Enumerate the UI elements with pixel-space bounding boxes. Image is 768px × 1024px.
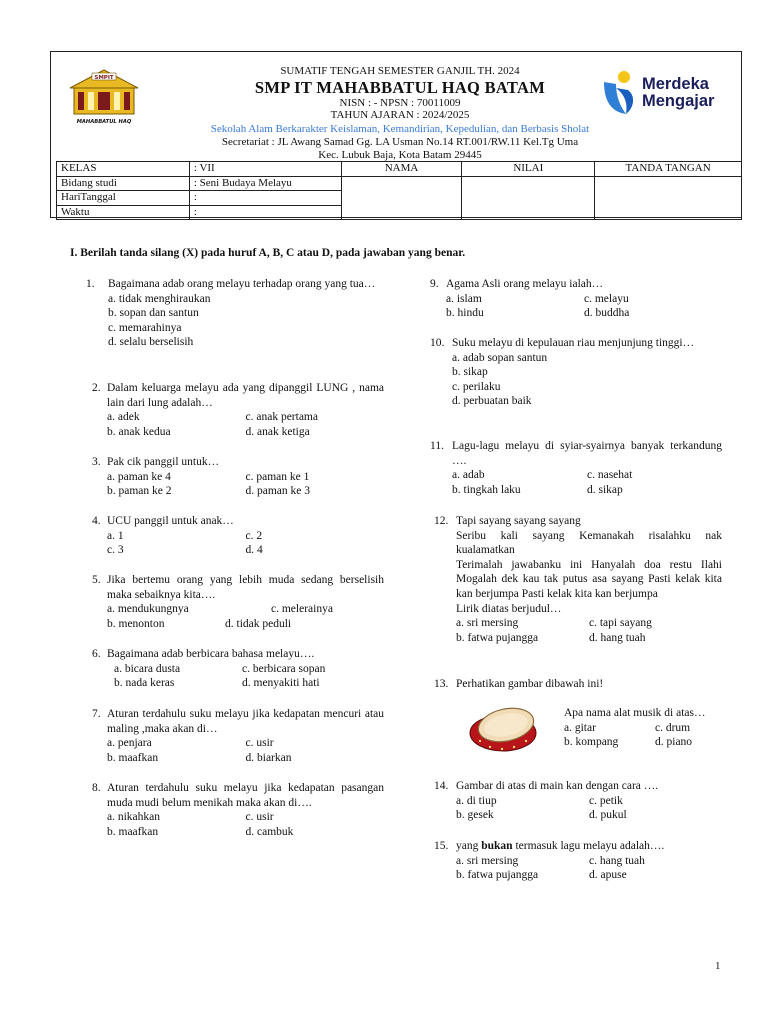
question-14 [434,779,722,823]
question-stem: Aturan terdahulu suku melayu jika kedapatan mencuri atau maling ,maka akan di… [107,708,384,735]
question-number: 9. [430,278,439,290]
question-2 [92,381,384,439]
lyric-part-2: Terimalah jawabanku ini Hanyalah doa restu Ilahi Mogalah dek kau tak putus asa sayang Pasti kelak kita kan berjumpa Pasti kelak kita kan berjumpa [456,558,722,600]
option-c[interactable]: c. melerainya [271,603,333,616]
question-stem: Bagaimana adab orang melayu terhadap orang yang tua… [108,278,376,290]
question-stem: Agama Asli orang melayu ialah… [446,278,604,290]
question-stem: Tapi sayang sayang sayang [456,515,581,527]
exam-title: SUMATIF TENGAH SEMESTER GANJIL TH. 2024 [280,65,520,77]
section-instruction: I. Berilah tanda silang (X) pada huruf A, B, C atau D, pada jawaban yang benar. [70,247,466,259]
option-c[interactable]: c. berbicara sopan [242,662,326,675]
option-d[interactable]: d. buddha [584,307,630,320]
merdeka-text-1: Merdeka [642,75,709,93]
option-c[interactable]: c. anak pertama [245,411,318,424]
option-b[interactable]: b. tingkah laku [452,483,521,496]
option-d[interactable]: d. perbuatan baik [452,395,532,408]
question-11 [430,439,722,497]
option-a[interactable]: a. di tiup [456,794,497,807]
question-number: 7. [92,708,101,720]
option-c[interactable]: c. usir [245,737,274,750]
option-b[interactable]: b. sikap [452,366,488,379]
question-12 [434,514,722,645]
option-d[interactable]: d. anak ketiga [245,425,310,438]
question-stem: Gambar di atas di main kan dengan cara …. [456,780,659,792]
question-4 [92,514,384,558]
option-b[interactable]: c. 3 [107,544,124,557]
question-10 [430,336,722,409]
merdeka-logo-icon [598,68,638,120]
option-b[interactable]: b. paman ke 2 [107,485,172,498]
option-d[interactable]: d. selalu berselisih [108,336,194,349]
option-d[interactable]: d. menyakiti hati [242,677,320,690]
option-c[interactable]: c. nasehat [587,469,633,482]
question-number: 10. [430,337,445,349]
lyric-part-1: Seribu kali sayang Kemanakah risalahku nak kualamatkan [456,529,722,557]
nama-field[interactable] [341,176,462,220]
question-13 [434,677,722,692]
option-c[interactable]: c. hang tuah [589,854,645,867]
waktu-label: Waktu [57,205,190,220]
option-b[interactable]: b. maafkan [107,825,159,838]
option-b[interactable]: b. sopan dan santun [108,307,199,320]
option-c[interactable]: c. memarahinya [108,321,182,334]
option-b[interactable]: b. nada keras [114,677,175,690]
question-stem: UCU panggil untuk anak… [107,515,234,527]
question-number: 12. [434,515,449,527]
option-c[interactable]: c. tapi sayang [589,617,652,630]
option-c[interactable]: c. perilaku [452,380,501,393]
question-number: 1. [86,278,95,290]
question-stem: Aturan terdahulu suku melayu jika kedapatan pasangan muda mudi belum menikah maka akan di…. [107,782,384,809]
option-b[interactable]: b. hindu [446,307,484,320]
question-stem-pre: yang [456,840,482,852]
question-number: 4. [92,515,101,527]
question-number: 13. [434,678,449,690]
nilai-field[interactable] [462,176,595,220]
nisn-line: NISN : - NPSN : 70011009 [339,97,461,109]
question-prompt: Apa nama alat musik di atas… [564,707,706,719]
question-stem-bold: bukan [481,840,513,852]
option-a[interactable]: a. mendukungnya [107,603,189,616]
address-line-1: Secretariat : JL Awang Samad Gg. LA Usman No.14 RT.001/RW.11 Kel.Tg Uma [221,136,579,148]
hari-label: HariTanggal [57,191,190,206]
option-c[interactable]: c. 2 [245,529,263,542]
question-number: 14. [434,780,449,792]
nilai-header: NILAI [462,162,595,177]
question-stem: Suku melayu di kepulauan riau menjunjung tinggi… [452,337,695,349]
option-a[interactable]: a. adek [107,411,140,424]
option-a[interactable]: a. paman ke 4 [107,470,171,483]
question-15 [434,839,722,883]
kelas-label: KELAS [57,162,190,177]
school-name: SMP IT MAHABBATUL HAQ BATAM [254,78,546,97]
merdeka-text-2: Mengajar [642,92,715,110]
option-a[interactable]: a. 1 [107,529,124,542]
question-number: 11. [430,440,444,452]
option-d[interactable]: d. biarkan [245,751,292,764]
question-stem: Jika bertemu orang yang lebih muda sedang berselisih maka sebaiknya kita…. [107,574,384,601]
option-a[interactable]: a. adab sopan santun [452,351,548,364]
school-logo [64,68,144,126]
option-d[interactable]: d. pukul [589,809,627,822]
nama-header: NAMA [341,162,462,177]
option-a[interactable]: a. adab [452,469,485,482]
option-d[interactable]: d. tidak peduli [225,617,292,630]
kelas-value: : VII [189,162,341,177]
question-number: 5. [92,574,101,586]
option-a[interactable]: a. penjara [107,737,152,750]
question-number: 6. [92,648,101,660]
option-b[interactable]: b. fatwa pujangga [456,631,539,644]
option-d[interactable]: d. cambuk [245,825,294,838]
option-a[interactable]: a. islam [446,292,482,305]
question-7 [92,707,384,765]
question-stem: Perhatikan gambar dibawah ini! [456,678,604,690]
question-stem: Pak cik panggil untuk… [107,456,220,468]
question-9 [430,277,722,321]
option-a[interactable]: a. gitar [564,721,596,734]
student-info-table [56,161,742,220]
option-a[interactable]: a. bicara dusta [114,662,181,675]
option-a[interactable]: a. tidak menghiraukan [108,292,211,305]
page-number: 1 [715,960,721,972]
question-stem: Lagu-lagu melayu di syiar-syairnya banyak terkandung …. [452,440,722,467]
option-d[interactable]: d. apuse [589,869,627,882]
question-number: 3. [92,456,101,468]
question-5 [92,573,384,631]
option-c[interactable]: c. drum [655,721,691,734]
bidang-value: : Seni Budaya Melayu [189,176,341,191]
hari-value: : [189,191,341,206]
svg-text:MAHABBATUL HAQ: MAHABBATUL HAQ [76,119,132,125]
question-8 [92,781,384,839]
option-b[interactable]: b. anak kedua [107,425,171,438]
option-b[interactable]: b. menonton [107,617,165,630]
option-d[interactable]: d. paman ke 3 [245,485,311,498]
option-d[interactable]: d. piano [655,736,693,749]
question-number: 15. [434,840,449,852]
option-a[interactable]: a. sri mersing [456,854,519,867]
option-b[interactable]: b. fatwa pujangga [456,869,539,882]
option-b[interactable]: b. maafkan [107,751,159,764]
kompang-drum-image [468,703,538,755]
option-c[interactable]: c. usir [245,811,274,824]
option-d[interactable]: d. 4 [245,544,263,557]
option-c[interactable]: c. paman ke 1 [245,470,310,483]
waktu-value: : [189,205,341,220]
option-d[interactable]: d. sikap [587,483,623,496]
lyric-question: Lirik diatas berjudul… [456,602,562,615]
bidang-label: Bidang studi [57,176,190,191]
question-6 [92,647,384,691]
question-stem: Bagaimana adab berbicara bahasa melayu…. [107,648,315,660]
question-13-ask [564,706,722,750]
merdeka-mengajar-logo [598,68,738,120]
academic-year: TAHUN AJARAN : 2024/2025 [330,109,470,121]
option-d[interactable]: d. hang tuah [589,631,646,644]
tanda-tangan-field[interactable] [595,176,742,220]
question-stem: Dalam keluarga melayu ada yang dipanggil LUNG , nama lain dari lung adalah… [107,382,384,409]
question-number: 2. [92,382,101,394]
option-c[interactable]: c. petik [589,794,623,807]
tanda-tangan-header: TANDA TANGAN [595,162,742,177]
svg-text:SMPIT: SMPIT [94,75,114,81]
question-stem-post: termasuk lagu melayu adalah…. [512,840,665,852]
question-number: 8. [92,782,101,794]
question-3 [92,455,384,499]
option-c[interactable]: c. melayu [584,292,629,305]
question-1 [86,277,384,350]
option-a[interactable]: a. nikahkan [107,811,161,824]
address-line-2: Kec. Lubuk Baja, Kota Batam 29445 [318,149,482,161]
option-b[interactable]: b. gesek [456,809,494,822]
option-b[interactable]: b. kompang [564,736,619,749]
school-motto: Sekolah Alam Berkarakter Keislaman, Kemandirian, Kepedulian, dan Berbasis Sholat [210,123,590,135]
option-a[interactable]: a. sri mersing [456,617,519,630]
